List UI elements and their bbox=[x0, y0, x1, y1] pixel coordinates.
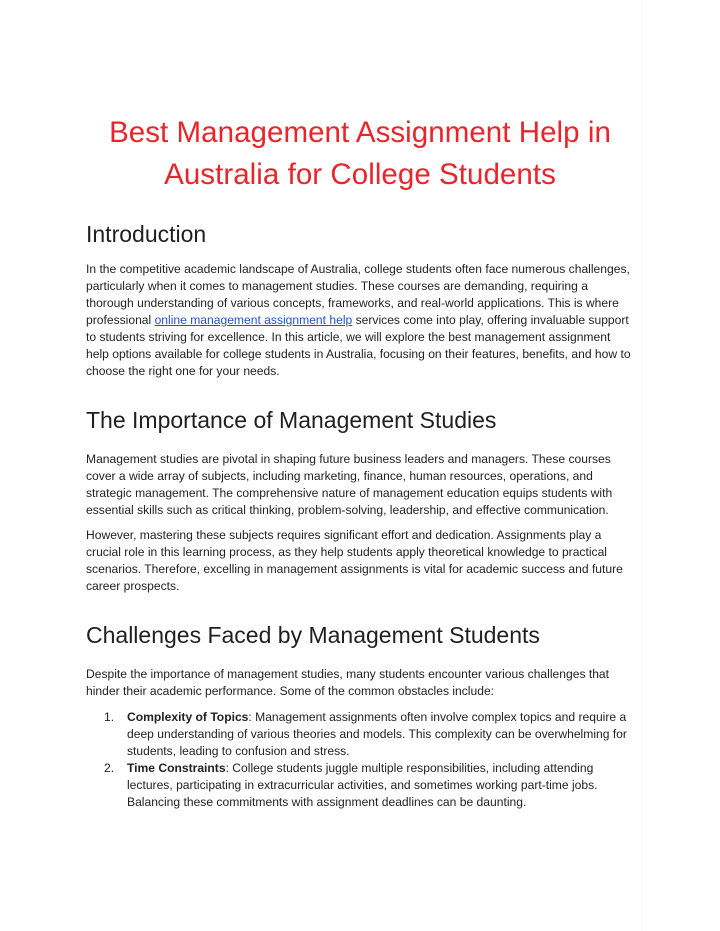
list-item-text: : College students juggle multiple responsibilities, including attending lectures, participating in extracurricular activities, and sometimes working part-time jobs. Balancing these commitments with assignment deadlines can be daunting. bbox=[127, 761, 598, 809]
list-item-number: 2. bbox=[104, 761, 115, 775]
introduction-text-before-link: In the competitive academic landscape of Australia, college students often face numerous challenges, particularly when it comes to management studies. These courses are demanding, requiring a thorough understanding of various concepts, frameworks, and real-world applications. This is where professional bbox=[86, 262, 630, 327]
list-item bbox=[86, 709, 634, 760]
list-item-number: 1. bbox=[104, 710, 115, 724]
list-item-text: : Management assignments often involve complex topics and require a deep understanding of various theories and models. This complexity can be overwhelming for students, leading to confusion and stress. bbox=[127, 710, 627, 758]
list-item bbox=[86, 760, 634, 811]
online-management-assignment-help-link[interactable]: online management assignment help bbox=[154, 313, 353, 327]
document-title: Best Management Assignment Help in Australia for College Students bbox=[109, 116, 611, 191]
introduction-paragraph bbox=[86, 261, 634, 380]
challenges-paragraph: Despite the importance of management studies, many students encounter various challenges that hinder their academic performance. Some of the common obstacles include: bbox=[86, 667, 610, 698]
list-item-term: Complexity of Topics bbox=[127, 710, 249, 724]
challenges-heading: Challenges Faced by Management Students bbox=[86, 622, 540, 648]
introduction-heading: Introduction bbox=[86, 221, 207, 247]
document-content bbox=[86, 112, 634, 811]
page-edge bbox=[640, 0, 642, 931]
list-item-term: Time Constraints bbox=[127, 761, 226, 775]
importance-paragraph-1: Management studies are pivotal in shaping future business leaders and managers. These courses cover a wide array of subjects, including marketing, finance, human resources, operations, and strategic management. The comprehensive nature of management education equips students with essential skills such as critical thinking, problem-solving, leadership, and effective communication. bbox=[86, 452, 613, 517]
introduction-text-after-link: services come into play, offering invaluable support to students striving for excellence. In this article, we will explore the best management assignment help options available for college students in Australia, focusing on their features, benefits, and how to choose the right one for your needs. bbox=[86, 313, 631, 378]
importance-paragraph-2: However, mastering these subjects requires significant effort and dedication. Assignments play a crucial role in this learning process, as they help students apply theoretical knowledge to practical scenarios. Therefore, excelling in management assignments is vital for academic success and future career prospects. bbox=[86, 528, 623, 593]
importance-heading: The Importance of Management Studies bbox=[86, 407, 497, 433]
challenges-list bbox=[86, 709, 634, 811]
